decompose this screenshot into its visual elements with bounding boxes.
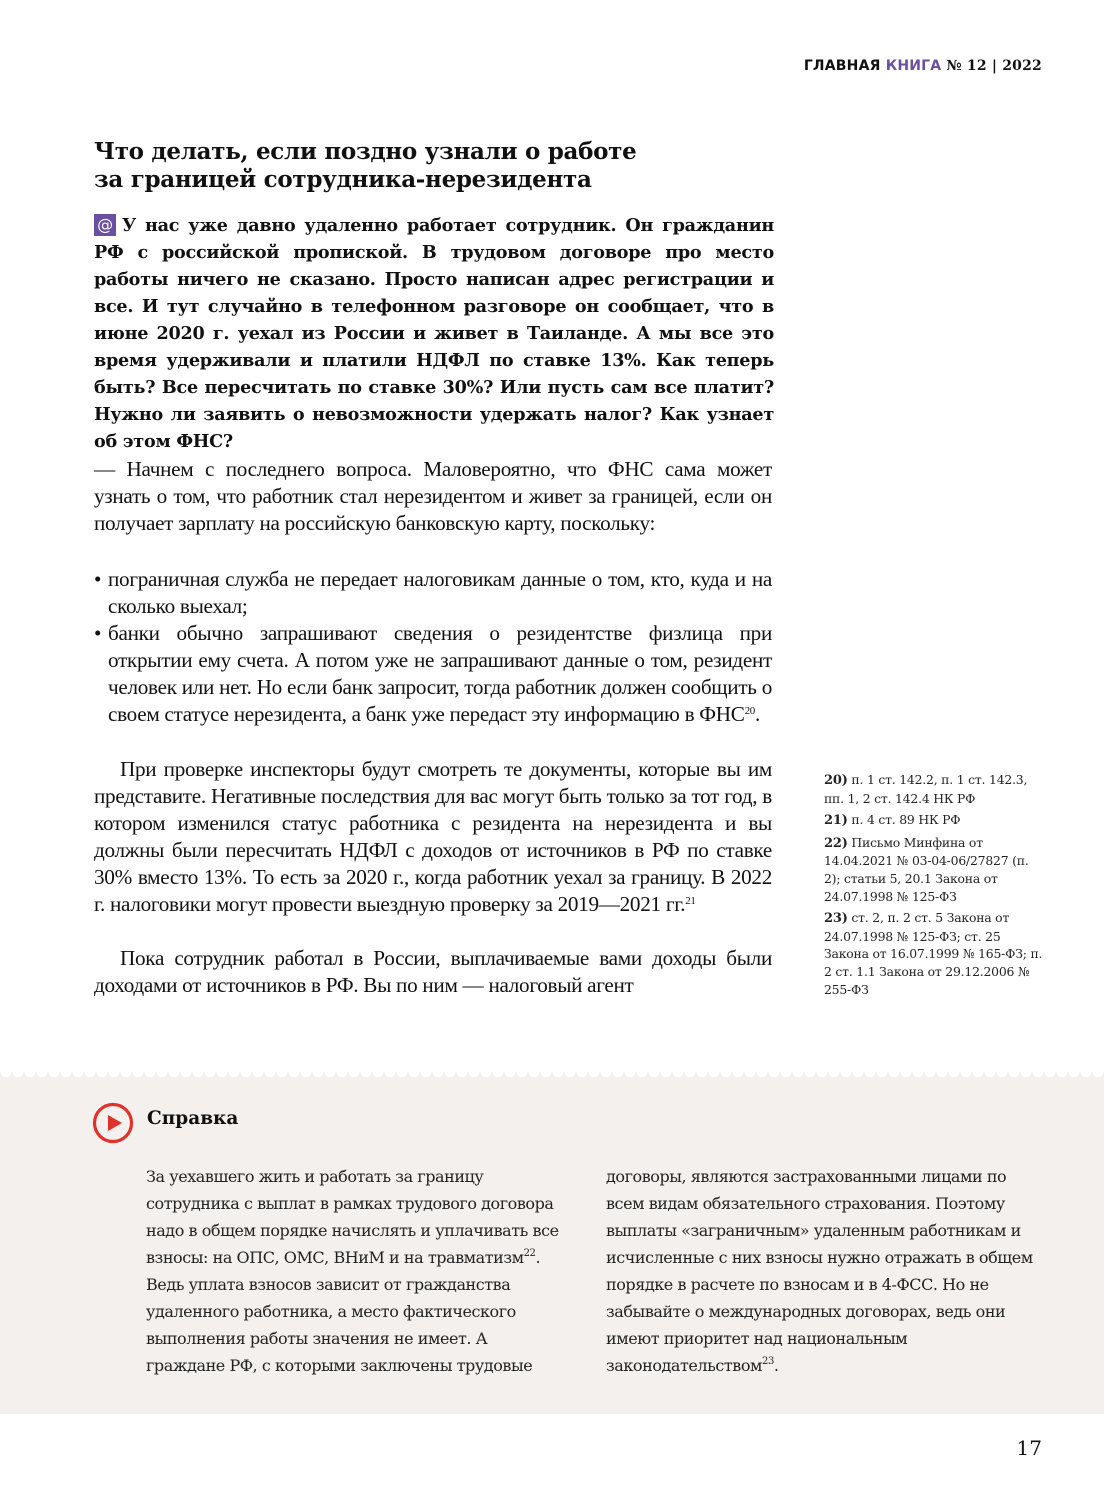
play-circle-icon <box>92 1102 134 1144</box>
page-number: 17 <box>1016 1436 1042 1460</box>
reference-tail: . <box>773 1356 779 1375</box>
title-line-2: за границей сотрудника-нерезидента <box>94 166 592 193</box>
reference-text-left <box>146 1163 566 1379</box>
paragraph-text: При проверке инспекторы будут смотреть те документы, которые вы им представите. Негативные последствия для вас могут быть только за тот год, в котором изменился статус работника с резидента на нерезидента и вы должны были пересчитать НДФЛ с доходов от источников в РФ по ставке 30% вместо 13%. То есть за 2020 г., когда работник уехал за границу. В 2022 г. налоговики могут провести выездную проверку за 2019—2021 гг. <box>94 757 772 916</box>
question-text: У нас уже давно удаленно работает сотрудник. Он гражданин РФ с российской пропиской. В трудовом договоре про место работы ничего не сказано. Просто написан адрес регистрации и все. И тут случайно в телефонном разговоре он сообщает, что в июне 2020 г. уехал из России и живет в Таиланде. А мы все это время удерживали и платили НДФЛ по ставке 13%. Как теперь быть? Все пересчитать по ставке 30%? Или пусть сам все платит? Нужно ли заявить о невозможности удержать налог? Как узнает об этом ФНС? <box>94 215 774 452</box>
footnote-ref: 20 <box>744 705 755 717</box>
paragraph-inspection <box>94 756 772 918</box>
footnote-text: Письмо Минфина от 14.04.2021 № 03-04-06/27827 (п. 2); статьи 5, 20.1 Закона от 24.07.1998 № 125-ФЗ <box>824 834 1029 904</box>
list-item <box>94 620 772 728</box>
footnote-23 <box>824 909 1046 998</box>
article-title <box>94 138 734 194</box>
footnote-number: 23) <box>824 911 848 927</box>
title-line-1: Что делать, если поздно узнали о работе <box>94 138 637 165</box>
footnote-22 <box>824 834 1046 905</box>
at-sign-icon: @ <box>94 214 116 236</box>
footnote-ref: 22 <box>523 1248 536 1259</box>
footnote-text: п. 4 ст. 89 НК РФ <box>851 812 961 828</box>
masthead <box>804 58 1042 74</box>
footnote-ref: 23 <box>762 1356 774 1367</box>
footnote-20 <box>824 771 1046 807</box>
footnote-number: 20) <box>824 773 848 788</box>
reference-text-right <box>606 1163 1036 1379</box>
scalloped-edge <box>0 1072 1104 1080</box>
reference-text-cont: . Ведь уплата взносов зависит от гражданства удаленного работника, а место фактического выполнения работы значения не имеет. А граждане РФ, с которыми заключены трудовые <box>146 1248 541 1375</box>
reference-box-title: Справка <box>147 1108 239 1129</box>
footnote-21 <box>824 811 1046 830</box>
footnote-ref: 21 <box>685 895 696 907</box>
bullet-text: банки обычно запрашивают сведения о резидентстве физлица при открытии ему счета. А потом уже не запрашивают данные о том, резидент человек или нет. Но если банк запросит, тогда работник должен сообщить о своем статусе нерезидента, а банк уже передаст эту информацию в ФНС <box>108 621 772 726</box>
sidebar-footnotes <box>824 771 1046 1002</box>
brand-name-part2: КНИГА <box>885 58 942 74</box>
brand-name-part1: ГЛАВНАЯ <box>803 58 881 74</box>
answer-intro: — Начнем с последнего вопроса. Маловероятно, что ФНС сама может узнать о том, что работник стал нерезидентом и живет за границей, если он получает зарплату на российскую банковскую карту, поскольку: <box>94 457 772 535</box>
bullet-list <box>94 566 772 728</box>
list-item <box>94 566 772 620</box>
paragraph-tax-agent: Пока сотрудник работал в России, выплачиваемые вами доходы были доходами от источников в РФ. Вы по ним — налоговый агент <box>94 946 772 997</box>
footnote-number: 22) <box>824 835 848 851</box>
reference-text: договоры, являются застрахованными лицами по всем видам обязательного страхования. Поэтому выплаты «заграничным» удаленным работникам и исчисленные с них взносы нужно отражать в общем порядке в расчете по взносам и в 4-ФСС. Но не забывайте о международных договорах, ведь они имеют приоритет над национальным законодательством <box>606 1167 1033 1375</box>
reader-question <box>94 212 774 455</box>
issue-number: № 12 | 2022 <box>946 58 1042 74</box>
footnote-number: 21) <box>824 813 848 829</box>
footnote-text: п. 1 ст. 142.2, п. 1 ст. 142.3, пп. 1, 2 ст. 142.4 НК РФ <box>824 772 1028 806</box>
reference-text: За уехавшего жить и работать за границу сотрудника с выплат в рамках трудового договора надо в общем порядке начислять и уплачивать все взносы: на ОПС, ОМС, ВНиМ и на травматизм <box>146 1167 559 1267</box>
footnote-text: ст. 2, п. 2 ст. 5 Закона от 24.07.1998 № 125-ФЗ; ст. 25 Закона от 16.07.1999 № 165-ФЗ; п. 2 ст. 1.1 Закона от 29.12.2006 № 255-ФЗ <box>824 910 1043 997</box>
bullet-text: пограничная служба не передает налоговикам данные о том, кто, куда и на сколько выехал; <box>108 567 772 618</box>
bullet-tail: . <box>754 702 760 726</box>
